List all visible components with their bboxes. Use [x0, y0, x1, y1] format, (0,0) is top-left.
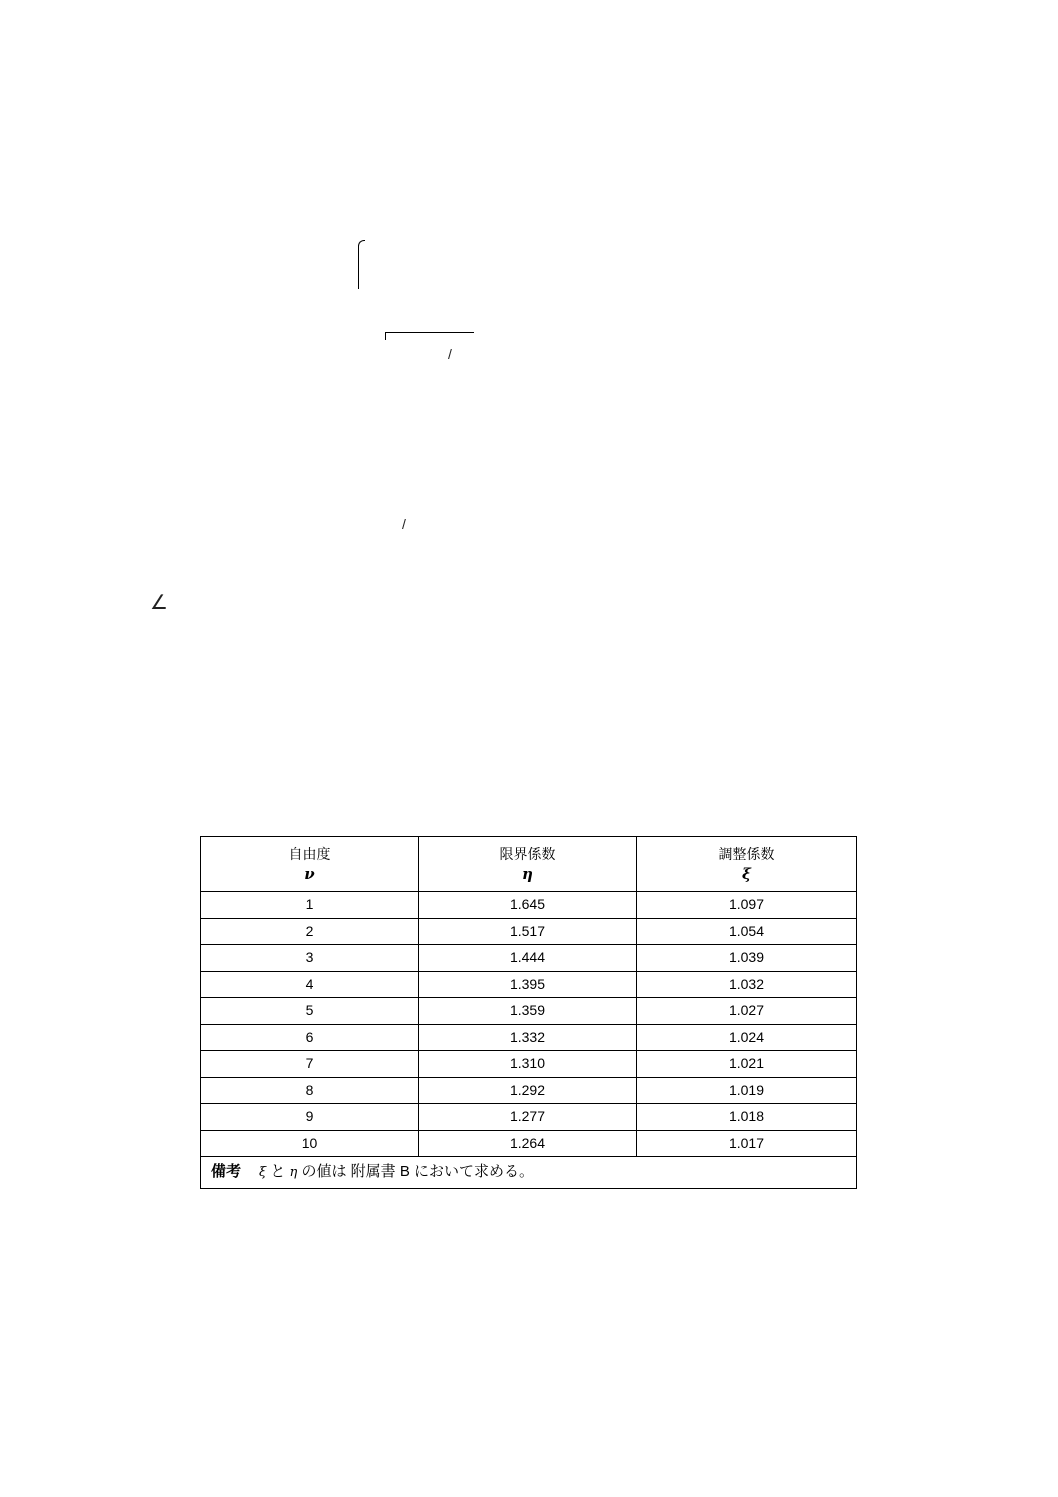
formula-brace: [358, 240, 365, 289]
cell-eta: 1.395: [419, 971, 637, 998]
header-degrees-of-freedom: [201, 837, 419, 892]
cell-xi: 1.021: [637, 1051, 857, 1078]
cell-nu: 7: [201, 1051, 419, 1078]
cell-xi: 1.027: [637, 998, 857, 1025]
cell-nu: 1: [201, 892, 419, 919]
formula-slash: /: [448, 346, 452, 362]
cell-eta: 1.444: [419, 945, 637, 972]
cell-nu: 10: [201, 1130, 419, 1157]
cell-xi: 1.097: [637, 892, 857, 919]
header-limit-coefficient: [419, 837, 637, 892]
table-note-row: [201, 1157, 857, 1189]
cell-eta: 1.517: [419, 918, 637, 945]
table-row: [201, 918, 857, 945]
cell-nu: 8: [201, 1077, 419, 1104]
cell-xi: 1.019: [637, 1077, 857, 1104]
table-header-row: [201, 837, 857, 892]
angle-symbol-icon: ∠: [150, 592, 168, 614]
cell-xi: 1.039: [637, 945, 857, 972]
cell-nu: 9: [201, 1104, 419, 1131]
table-note: [201, 1157, 857, 1189]
coefficient-table: [200, 836, 856, 1189]
cell-eta: 1.277: [419, 1104, 637, 1131]
cell-nu: 5: [201, 998, 419, 1025]
cell-xi: 1.018: [637, 1104, 857, 1131]
header-label: 限界係数: [499, 846, 556, 862]
table-row: [201, 1024, 857, 1051]
table-row: [201, 1104, 857, 1131]
formula-slash-2: /: [402, 516, 406, 532]
cell-eta: 1.332: [419, 1024, 637, 1051]
cell-eta: 1.292: [419, 1077, 637, 1104]
header-label: 自由度: [288, 846, 331, 862]
cell-nu: 3: [201, 945, 419, 972]
table-row: [201, 971, 857, 998]
header-symbol: ν: [304, 865, 315, 883]
cell-eta: 1.264: [419, 1130, 637, 1157]
table-row: [201, 1051, 857, 1078]
note-text: の値は 附属書 B において求める。: [301, 1163, 535, 1180]
cell-nu: 6: [201, 1024, 419, 1051]
table-row: [201, 892, 857, 919]
note-xi-symbol: ξ: [259, 1165, 267, 1180]
note-eta-symbol: η: [289, 1165, 298, 1180]
note-label: 備考: [211, 1163, 242, 1180]
cell-nu: 4: [201, 971, 419, 998]
table-row: [201, 1077, 857, 1104]
header-symbol: ξ: [742, 865, 751, 883]
table-row: [201, 1130, 857, 1157]
note-to: と: [270, 1163, 286, 1180]
cell-eta: 1.645: [419, 892, 637, 919]
cell-xi: 1.017: [637, 1130, 857, 1157]
header-adjustment-coefficient: [637, 837, 857, 892]
header-label: 調整係数: [718, 846, 775, 862]
cell-xi: 1.024: [637, 1024, 857, 1051]
cell-xi: 1.054: [637, 918, 857, 945]
header-symbol: η: [522, 865, 533, 883]
table-row: [201, 945, 857, 972]
cell-eta: 1.359: [419, 998, 637, 1025]
cell-xi: 1.032: [637, 971, 857, 998]
formula-radical: [385, 332, 474, 340]
table-row: [201, 998, 857, 1025]
cell-eta: 1.310: [419, 1051, 637, 1078]
cell-nu: 2: [201, 918, 419, 945]
